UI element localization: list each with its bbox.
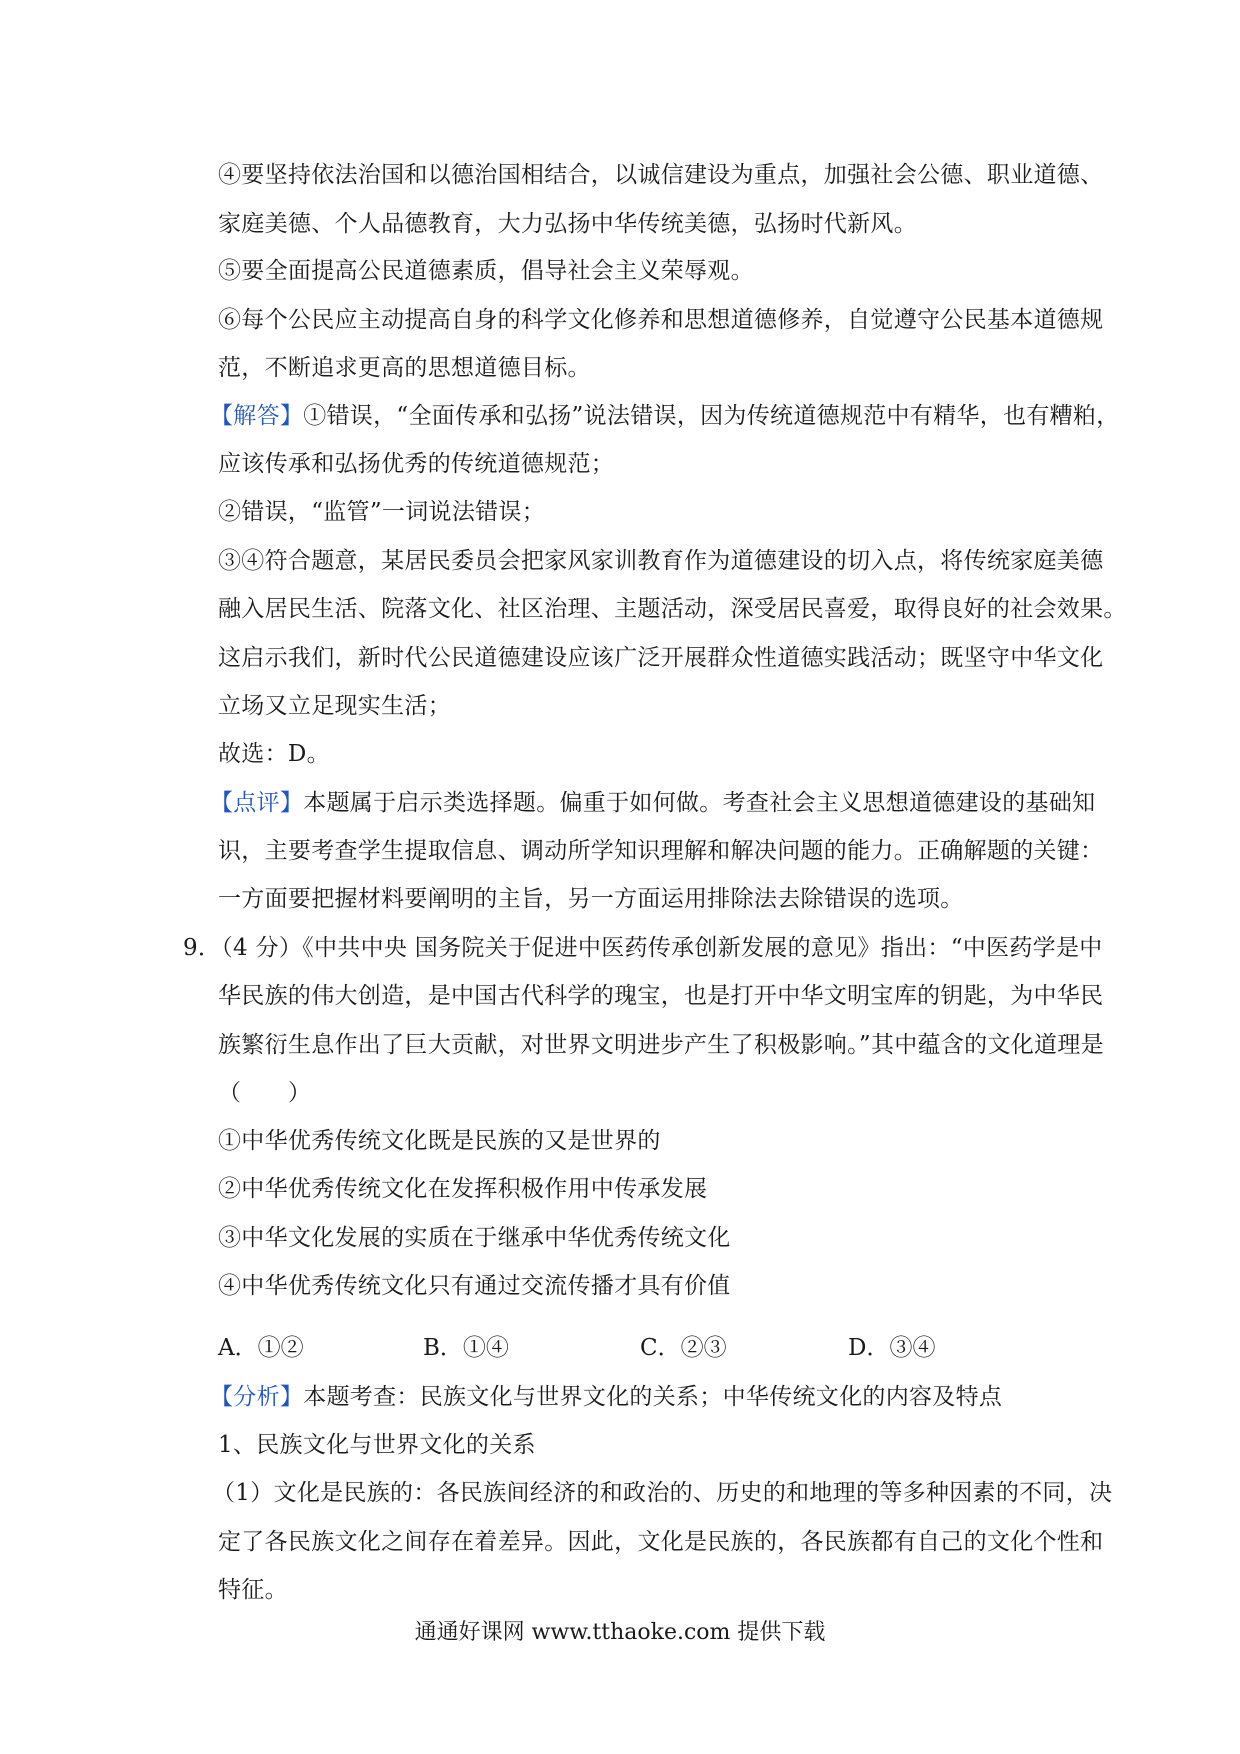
text-line: 融入居民生活、院落文化、社区治理、主题活动，深受居民喜爱，取得良好的社会效果。	[218, 596, 1127, 622]
text-line: 特征。	[218, 1577, 288, 1603]
text-line: 识，主要考查学生提取信息、调动所学知识理解和解决问题的能力。正确解题的关键：	[218, 838, 1104, 864]
text-line: 家庭美德、个人品德教育，大力弘扬中华传统美德，弘扬时代新风。	[218, 211, 917, 237]
text-line: （1）文化是民族的：各民族间经济的和政治的、历史的和地理的等多种因素的不同，决	[212, 1480, 1113, 1506]
answer-tag: 【解答】	[210, 403, 304, 429]
question-number: 9．	[183, 935, 222, 961]
statement-4: ④中华优秀传统文化只有通过交流传播才具有价值	[218, 1273, 731, 1299]
statement-1: ①中华优秀传统文化既是民族的又是世界的	[218, 1128, 661, 1154]
text-line: ⑤要全面提高公民道德素质，倡导社会主义荣辱观。	[218, 258, 754, 284]
text-line: 族繁衍生息作出了巨大贡献，对世界文明进步产生了积极影响。”其中蕴含的文化道理是	[218, 1032, 1104, 1058]
text-line: 这启示我们，新时代公民道德建设应该广泛开展群众性道德实践活动；既坚守中华文化	[218, 645, 1104, 671]
comment-first-line	[210, 788, 1095, 818]
analysis-text: 本题考查：民族文化与世界文化的关系；中华传统文化的内容及特点	[303, 1384, 1003, 1410]
comment-tag: 【点评】	[210, 790, 304, 816]
page-footer: 通通好课网 www.tthaoke.com 提供下载	[414, 1620, 826, 1645]
answer-first-line	[210, 401, 1120, 431]
statement-3: ③中华文化发展的实质在于继承中华优秀传统文化	[218, 1225, 731, 1251]
text-line: 1、民族文化与世界文化的关系	[218, 1432, 536, 1458]
question-stem: （4 分）《中共中央 国务院关于促进中医药传承创新发展的意见》指出：“中医药学是中	[221, 935, 1103, 961]
text-line: 范，不断追求更高的思想道德目标。	[218, 355, 591, 381]
statement-2: ②中华优秀传统文化在发挥积极作用中传承发展	[218, 1176, 708, 1202]
comment-text: 本题属于启示类选择题。偏重于如何做。考查社会主义思想道德建设的基础知	[303, 790, 1096, 816]
text-line: ③④符合题意，某居民委员会把家风家训教育作为道德建设的切入点，将传统家庭美德	[218, 548, 1104, 574]
text-line: ②错误，“监管”一词说法错误；	[218, 499, 546, 525]
text-line: 华民族的伟大创造，是中国古代科学的瑰宝，也是打开中华文明宝库的钥匙，为中华民	[218, 983, 1104, 1009]
text-line: 一方面要把握材料要阐明的主旨，另一方面运用排除法去除错误的选项。	[218, 886, 964, 912]
answer-text: ①错误，“全面传承和弘扬”说法错误，因为传统道德规范中有精华，也有糟粕，	[303, 403, 1120, 429]
analysis-first-line	[210, 1382, 1002, 1412]
option-a: A．①②	[218, 1335, 304, 1361]
answer-blank: （ ）	[218, 1080, 312, 1106]
analysis-tag: 【分析】	[210, 1384, 304, 1410]
question-first-line	[183, 933, 1103, 963]
text-line: 故选：D。	[218, 741, 330, 767]
option-b: B．①④	[423, 1335, 509, 1361]
text-line: 定了各民族文化之间存在着差异。因此，文化是民族的，各民族都有自己的文化个性和	[218, 1529, 1104, 1555]
text-line: 应该传承和弘扬优秀的传统道德规范；	[218, 451, 615, 477]
text-line: ④要坚持依法治国和以德治国相结合，以诚信建设为重点，加强社会公德、职业道德、	[218, 162, 1104, 188]
option-d: D．③④	[848, 1335, 936, 1361]
text-line: ⑥每个公民应主动提高自身的科学文化修养和思想道德修养，自觉遵守公民基本道德规	[218, 307, 1104, 333]
option-c: C．②③	[640, 1335, 727, 1361]
text-line: 立场又立足现实生活；	[218, 693, 451, 719]
